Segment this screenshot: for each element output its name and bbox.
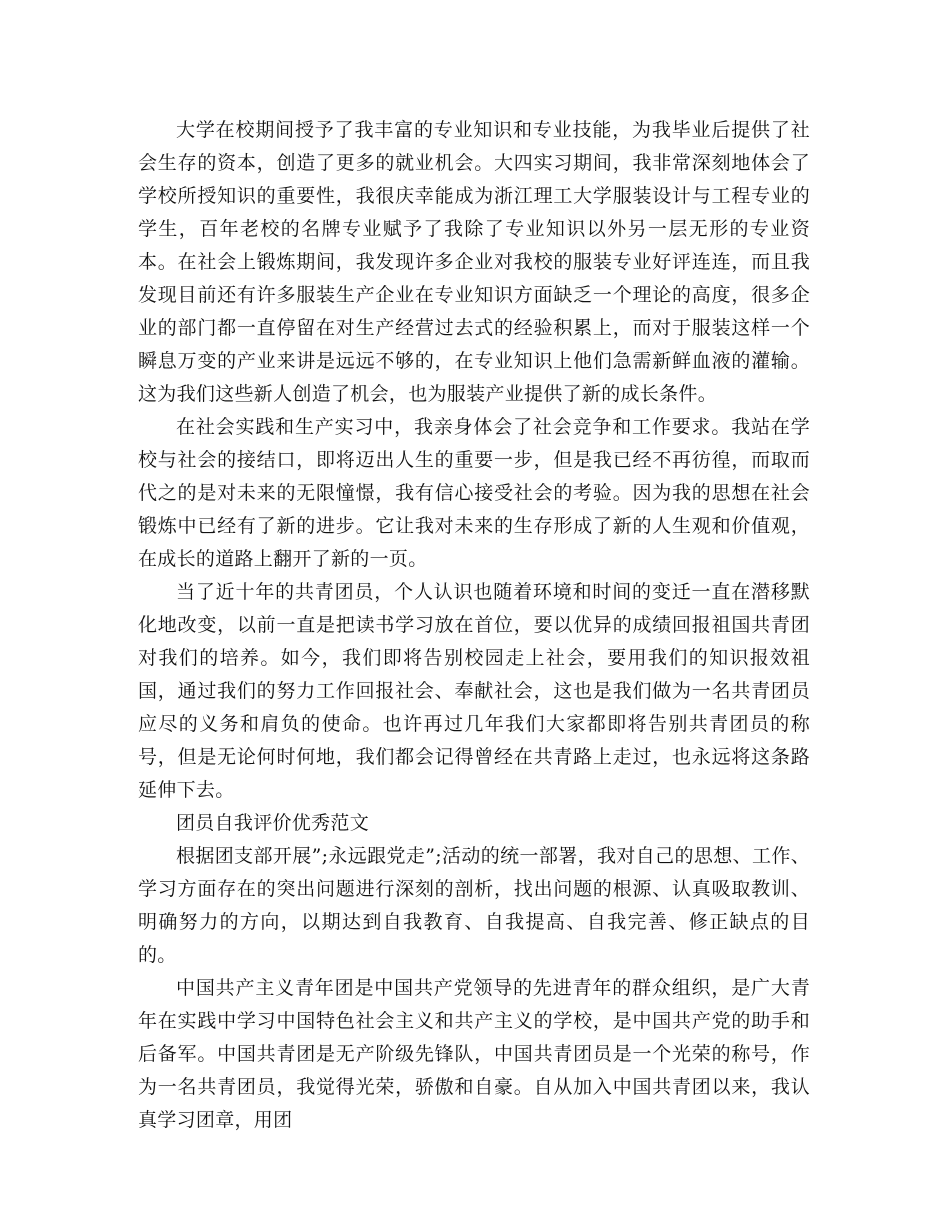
- paragraph-3: 当了近十年的共青团员，个人认识也随着环境和时间的变迁一直在潜移默化地改变，以前一直是把读书学习放在首位，要以优异的成绩回报祖国共青团对我们的培养。如今，我们即将告别校园走上社会，要用我们的知识报效祖国，通过我们的努力工作回报社会、奉献社会，这也是我们做为一名共青团员应尽的义务和肩负的使命。也许再过几年我们大家都即将告别共青团员的称号，但是无论何时何地，我们都会记得曾经在共青路上走过，也永远将这条路延伸下去。: [138, 581, 810, 801]
- paragraph-1: 大学在校期间授予了我丰富的专业知识和专业技能，为我毕业后提供了社会生存的资本，创造了更多的就业机会。大四实习期间，我非常深刻地体会了学校所授知识的重要性，我很庆幸能成为浙江理工大学服装设计与工程专业的学生，百年老校的名牌专业赋予了我除了专业知识以外另一层无形的专业资本。在社会上锻炼期间，我发现许多企业对我校的服装专业好评连连，而且我发现目前还有许多服装生产企业在专业知识方面缺乏一个理论的高度，很多企业的部门都一直停留在对生产经营过去式的经验积累上，而对于服装这样一个瞬息万变的产业来讲是远远不够的，在专业知识上他们急需新鲜血液的灌输。这为我们这些新人创造了机会，也为服装产业提供了新的成长条件。: [138, 119, 810, 405]
- paragraph-5: 中国共产主义青年团是中国共产党领导的先进青年的群众组织，是广大青年在实践中学习中国特色社会主义和共产主义的学校，是中国共产党的助手和后备军。中国共青团是无产阶级先锋队，中国共青团员是一个光荣的称号，作为一名共青团员，我觉得光荣，骄傲和自豪。自从加入中国共青团以来，我认真学习团章，用团: [138, 977, 810, 1131]
- document-body: [138, 114, 810, 1137]
- section-heading: 团员自我评价优秀范文: [176, 812, 370, 834]
- paragraph-2: 在社会实践和生产实习中，我亲身体会了社会竞争和工作要求。我站在学校与社会的接结口，即将迈出人生的重要一步，但是我已经不再彷徨，而取而代之的是对未来的无限憧憬，我有信心接受社会的考验。因为我的思想在社会锻炼中已经有了新的进步。它让我对未来的生存形成了新的人生观和价值观，在成长的道路上翻开了新的一页。: [138, 416, 810, 570]
- paragraph-4: 根据团支部开展”;永远跟党走”;活动的统一部署，我对自己的思想、工作、学习方面存在的突出问题进行深刻的剖析，找出问题的根源、认真吸取教训、明确努力的方向，以期达到自我教育、自我提高、自我完善、修正缺点的目的。: [138, 845, 810, 966]
